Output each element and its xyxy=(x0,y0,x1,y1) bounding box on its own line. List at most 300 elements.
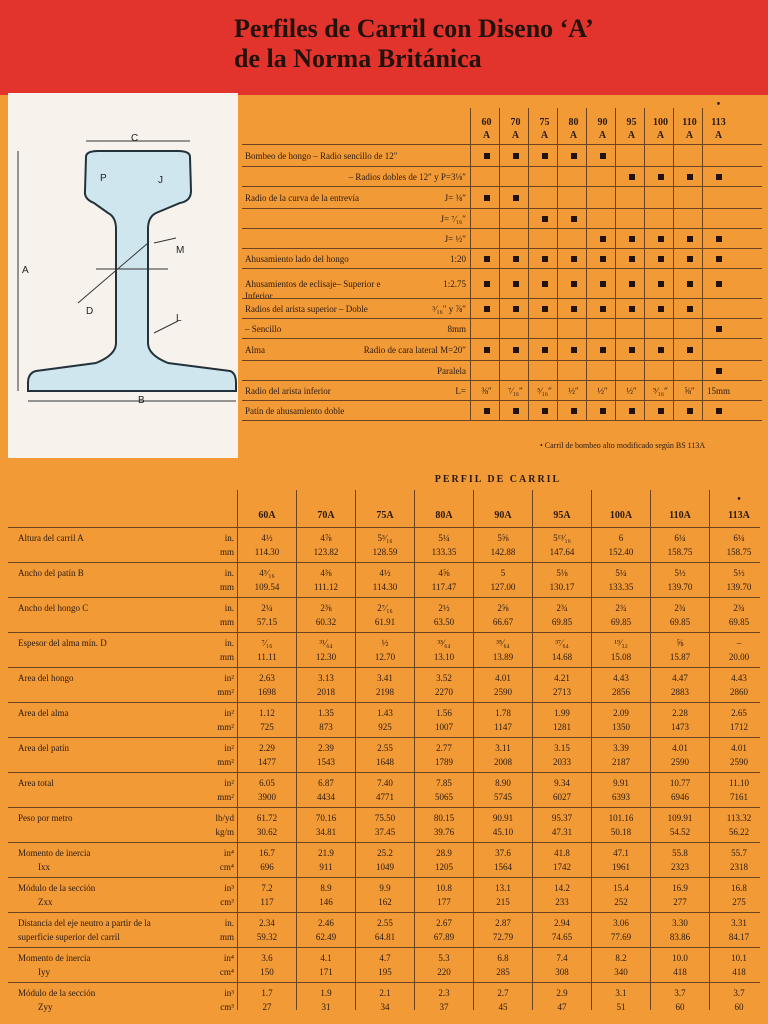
cell-value: 2.39 xyxy=(318,743,334,753)
feature-mark xyxy=(716,408,722,414)
cell-value: 4½ xyxy=(379,568,391,578)
page-title xyxy=(234,14,594,74)
feature-spec: Radio de cara lateral M=20″ xyxy=(363,345,466,355)
cell-value: ⅝ xyxy=(676,638,684,648)
row-unit: in. xyxy=(224,533,234,543)
asterisk-113a: • xyxy=(716,99,721,110)
row-label: Area del patín xyxy=(18,743,69,753)
cell-value: ³⁷⁄₆₄ xyxy=(555,638,569,648)
cell-value: 4.01 xyxy=(672,743,688,753)
cell-value: 285 xyxy=(496,967,510,977)
feature-mark xyxy=(600,153,606,159)
cell-value: 16.9 xyxy=(672,883,688,893)
cell-value: 90.91 xyxy=(492,813,514,823)
cell-value: 233 xyxy=(555,897,569,907)
feature-mark xyxy=(658,347,664,353)
cell-value: 6¼ xyxy=(674,533,686,543)
row-unit: in³ xyxy=(224,883,234,893)
feature-value: ½″ xyxy=(568,386,579,396)
cell-value: 7.2 xyxy=(261,883,273,893)
cell-value: 162 xyxy=(378,897,392,907)
cell-value: 3.7 xyxy=(733,988,745,998)
col-header-80A xyxy=(559,116,588,142)
cell-value: 25.2 xyxy=(377,848,393,858)
feature-mark xyxy=(629,306,635,312)
cell-value: 5¹³⁄₁₆ xyxy=(553,533,571,543)
feature-mark xyxy=(600,236,606,242)
row-unit: mm² xyxy=(217,792,234,802)
title-line-1: Perfiles de Carril con Diseno ‘A’ xyxy=(234,14,594,43)
cell-value: 12.70 xyxy=(374,652,396,662)
cell-value: 6 xyxy=(618,533,624,543)
col-header-num: 75 xyxy=(539,117,550,128)
feature-spec: 8mm xyxy=(447,324,466,334)
cell-value: 158.75 xyxy=(667,547,693,557)
row-label: Peso por metro xyxy=(18,813,73,823)
cell-value: 2.29 xyxy=(259,743,275,753)
cell-value: 77.69 xyxy=(610,932,632,942)
feature-spec: J= ½″ xyxy=(444,234,466,244)
rail-cross-section-drawing xyxy=(8,93,238,458)
cell-value: 83.86 xyxy=(669,932,691,942)
cell-value: 50.18 xyxy=(610,827,632,837)
cell-value: 2⁷⁄₁₆ xyxy=(377,603,393,613)
feature-mark xyxy=(687,408,693,414)
row-unit: mm² xyxy=(217,687,234,697)
cell-value: ³³⁄₆₄ xyxy=(437,638,451,648)
row-unit: cm³ xyxy=(220,1002,234,1012)
cell-value: 114.30 xyxy=(372,582,398,592)
feature-spec: J= ⁷⁄₁₆″ xyxy=(440,214,466,224)
cell-value: 1.7 xyxy=(261,988,273,998)
cell-value: 925 xyxy=(378,722,392,732)
row-unit: in. xyxy=(224,568,234,578)
row-label: Area del hongo xyxy=(18,673,74,683)
feature-mark xyxy=(542,216,548,222)
cell-value: ⁷⁄₁₆ xyxy=(261,638,273,648)
feature-value: 15mm xyxy=(706,386,730,396)
cell-value: ¹⁹⁄₃₂ xyxy=(614,638,628,648)
data-row xyxy=(8,562,760,598)
cell-value: 34.81 xyxy=(315,827,337,837)
feature-row xyxy=(242,380,762,401)
data-row xyxy=(8,877,760,913)
row-label: Espesor del alma mín. D xyxy=(18,638,107,648)
col-header-num: 60 xyxy=(481,117,492,128)
cell-value: 171 xyxy=(319,967,333,977)
cell-value: 47 xyxy=(557,1002,567,1012)
col-header-95A xyxy=(617,116,646,142)
cell-value: 2¾ xyxy=(615,603,627,613)
cell-value: 60 xyxy=(734,1002,744,1012)
col-header-110A: 110A xyxy=(669,510,691,521)
cell-value: 61.91 xyxy=(374,617,396,627)
cell-value: 2033 xyxy=(553,757,571,767)
row-unit: mm xyxy=(219,547,234,557)
row-unit: in² xyxy=(224,778,234,788)
label-j: J xyxy=(158,175,163,186)
cell-value: 2713 xyxy=(553,687,571,697)
cell-value: 54.52 xyxy=(669,827,691,837)
row-unit: cm⁴ xyxy=(219,967,234,977)
cell-value: 3.41 xyxy=(377,673,393,683)
cell-value: 30.62 xyxy=(256,827,278,837)
col-header-80A: 80A xyxy=(435,510,453,521)
cell-value: 16.8 xyxy=(731,883,747,893)
cell-value: 4⅞ xyxy=(320,533,332,543)
data-row xyxy=(8,772,760,808)
cell-value: 5745 xyxy=(494,792,512,802)
data-row xyxy=(8,527,760,563)
row-label: Módulo de la sección xyxy=(18,883,96,893)
col-header-60A: 60A xyxy=(258,510,276,521)
cell-value: 418 xyxy=(732,967,746,977)
feature-mark xyxy=(716,174,722,180)
cell-value: 9.34 xyxy=(554,778,570,788)
feature-value: ½″ xyxy=(597,386,608,396)
feature-row xyxy=(242,338,762,361)
feature-spec: J= ⅜″ xyxy=(444,193,466,203)
cell-value: 152.40 xyxy=(608,547,634,557)
cell-value: 1473 xyxy=(671,722,689,732)
data-row xyxy=(8,947,760,983)
feature-label: Radio del arista inferior xyxy=(245,386,331,396)
cell-value: 20.00 xyxy=(728,652,750,662)
cell-value: 725 xyxy=(260,722,274,732)
data-row xyxy=(8,982,760,1018)
feature-mark xyxy=(687,174,693,180)
cell-value: 5⅛ xyxy=(556,568,568,578)
col-header-num: 70 xyxy=(510,117,521,128)
cell-value: 47.1 xyxy=(613,848,629,858)
data-row xyxy=(8,667,760,703)
feature-spec: – Radios dobles de 12″ y P=3⅛″ xyxy=(348,172,466,182)
cell-value: 4⅝ xyxy=(438,568,450,578)
cell-value: 2¾ xyxy=(556,603,568,613)
feature-label: – Sencillo xyxy=(245,324,282,334)
col-header-75A xyxy=(530,116,559,142)
rail-profile-diagram xyxy=(8,93,238,458)
cell-value: 142.88 xyxy=(490,547,516,557)
feature-label: Alma xyxy=(245,345,265,355)
col-header-letter: A xyxy=(685,130,694,141)
row-label: Momento de inercia xyxy=(18,848,91,858)
label-a: A xyxy=(22,265,29,276)
cell-value: 7.4 xyxy=(556,953,568,963)
col-header-letter: A xyxy=(540,130,549,141)
feature-label: Radio de la curva de la entrevía xyxy=(245,193,359,203)
feature-mark xyxy=(629,236,635,242)
cell-value: 5¼ xyxy=(438,533,450,543)
cell-value: 3.30 xyxy=(672,918,688,928)
feature-mark xyxy=(571,408,577,414)
row-unit: mm xyxy=(219,582,234,592)
cell-value: 6393 xyxy=(612,792,630,802)
feature-row xyxy=(242,144,762,167)
feature-mark xyxy=(716,236,722,242)
feature-mark xyxy=(687,306,693,312)
feature-label: Patín de ahusamiento doble xyxy=(245,406,345,416)
cell-value: 1281 xyxy=(553,722,571,732)
cell-value: 60.32 xyxy=(315,617,337,627)
col-header-70A xyxy=(501,116,530,142)
col-header-letter: A xyxy=(627,130,636,141)
title-line-2: de la Norma Británica xyxy=(234,44,482,73)
cell-value: 1350 xyxy=(612,722,630,732)
cell-value: 15.87 xyxy=(669,652,691,662)
cell-value: 2590 xyxy=(494,687,512,697)
cell-value: 5½ xyxy=(733,568,745,578)
cell-value: 2.7 xyxy=(497,988,509,998)
label-c: C xyxy=(131,133,139,144)
cell-value: 1543 xyxy=(317,757,335,767)
cell-value: 4.01 xyxy=(731,743,747,753)
feature-mark xyxy=(716,256,722,262)
cell-value: 2.77 xyxy=(436,743,452,753)
feature-mark xyxy=(658,256,664,262)
cell-value: 6.05 xyxy=(259,778,275,788)
cell-value: 2.63 xyxy=(259,673,275,683)
col-header-75A: 75A xyxy=(376,510,394,521)
cell-value: 28.9 xyxy=(436,848,452,858)
cell-value: 3.6 xyxy=(261,953,273,963)
cell-value: 11.10 xyxy=(729,778,749,788)
feature-spec: 1:2.75 xyxy=(443,279,466,289)
cell-value: 1.78 xyxy=(495,708,511,718)
cell-value: 252 xyxy=(614,897,628,907)
col-header-letter: A xyxy=(511,130,520,141)
cell-value: 127.00 xyxy=(490,582,516,592)
cell-value: 1961 xyxy=(612,862,630,872)
cell-value: 1564 xyxy=(494,862,512,872)
data-row xyxy=(8,912,760,948)
cell-value: 66.67 xyxy=(492,617,514,627)
feature-mark xyxy=(571,306,577,312)
cell-value: 2.09 xyxy=(613,708,629,718)
feature-value: ⅝″ xyxy=(684,386,695,396)
row-unit: in. xyxy=(224,918,234,928)
feature-row xyxy=(242,268,762,299)
row-unit: in² xyxy=(224,708,234,718)
data-row xyxy=(8,632,760,668)
feature-row xyxy=(242,400,762,421)
cell-value: 21.9 xyxy=(318,848,334,858)
cell-value: 41.8 xyxy=(554,848,570,858)
cell-value: 4.43 xyxy=(731,673,747,683)
label-p: P xyxy=(100,173,107,184)
cell-value: 2.1 xyxy=(379,988,391,998)
cell-value: 10.8 xyxy=(436,883,452,893)
cell-value: 51 xyxy=(616,1002,626,1012)
row-unit: in² xyxy=(224,743,234,753)
cell-value: 39.76 xyxy=(433,827,455,837)
cell-value: 2198 xyxy=(376,687,394,697)
col-header-letter: A xyxy=(482,130,491,141)
cell-value: 1477 xyxy=(258,757,276,767)
row-label: Area total xyxy=(18,778,54,788)
cell-value: 31 xyxy=(321,1002,331,1012)
feature-mark xyxy=(484,347,490,353)
feature-mark xyxy=(513,281,519,287)
cell-value: 2½ xyxy=(438,603,450,613)
feature-mark xyxy=(658,408,664,414)
cell-value: 101.16 xyxy=(608,813,634,823)
feature-mark xyxy=(571,216,577,222)
cell-value: 34 xyxy=(380,1002,390,1012)
cell-value: 10.77 xyxy=(669,778,691,788)
cell-value: 80.15 xyxy=(433,813,455,823)
table-bottom-border xyxy=(242,420,762,421)
col-header-letter: A xyxy=(598,130,607,141)
cell-value: 418 xyxy=(673,967,687,977)
feature-mark xyxy=(571,256,577,262)
cell-value: 1.12 xyxy=(259,708,275,718)
feature-mark xyxy=(687,256,693,262)
cell-value: 130.17 xyxy=(549,582,575,592)
cell-value: 27 xyxy=(262,1002,272,1012)
feature-mark xyxy=(600,256,606,262)
row-unit: mm² xyxy=(217,757,234,767)
cell-value: 4⁵⁄₁₆ xyxy=(259,568,275,578)
row-unit: in. xyxy=(224,603,234,613)
cell-value: 1049 xyxy=(376,862,394,872)
cell-value: 215 xyxy=(496,897,510,907)
cell-value: 2.55 xyxy=(377,918,393,928)
cell-value: 6027 xyxy=(553,792,571,802)
feature-mark xyxy=(687,281,693,287)
row-unit: in² xyxy=(224,673,234,683)
feature-row xyxy=(242,360,762,381)
cell-value: 15.4 xyxy=(613,883,629,893)
cell-value: 2⅝ xyxy=(497,603,509,613)
feature-row xyxy=(242,298,762,319)
feature-mark xyxy=(571,281,577,287)
cell-value: 275 xyxy=(732,897,746,907)
cell-value: 139.70 xyxy=(726,582,752,592)
cell-value: 63.50 xyxy=(433,617,455,627)
cell-value: 4.47 xyxy=(672,673,688,683)
cell-value: 2.55 xyxy=(377,743,393,753)
feature-mark xyxy=(542,281,548,287)
col-header-90A: 90A xyxy=(494,510,512,521)
feature-mark xyxy=(542,256,548,262)
cell-value: 2.46 xyxy=(318,918,334,928)
row-label-sub: Ixx xyxy=(38,862,50,872)
feature-mark xyxy=(513,306,519,312)
cell-value: 113.32 xyxy=(726,813,752,823)
cell-value: 1698 xyxy=(258,687,276,697)
feature-mark xyxy=(571,347,577,353)
cell-value: 9.9 xyxy=(379,883,391,893)
feature-mark xyxy=(484,408,490,414)
row-label: Altura del carril A xyxy=(18,533,84,543)
cell-value: 2.28 xyxy=(672,708,688,718)
feature-value: ⁷⁄₁₆″ xyxy=(508,386,523,396)
row-unit: mm² xyxy=(217,722,234,732)
cell-value: 308 xyxy=(555,967,569,977)
cell-value: 1742 xyxy=(553,862,571,872)
feature-row xyxy=(242,186,762,209)
cell-value: 2590 xyxy=(671,757,689,767)
feature-mark xyxy=(484,153,490,159)
cell-value: 2.67 xyxy=(436,918,452,928)
feature-value: ⅜″ xyxy=(481,386,492,396)
cell-value: 37.45 xyxy=(374,827,396,837)
cell-value: ½ xyxy=(381,638,389,648)
cell-value: 139.70 xyxy=(667,582,693,592)
feature-mark xyxy=(658,306,664,312)
feature-mark xyxy=(484,306,490,312)
col-header-90A xyxy=(588,116,617,142)
cell-value: 1.99 xyxy=(554,708,570,718)
feature-mark xyxy=(542,408,548,414)
row-unit: in³ xyxy=(224,988,234,998)
col-header-num: 100 xyxy=(653,117,668,128)
feature-mark xyxy=(600,347,606,353)
cell-value: 133.35 xyxy=(608,582,634,592)
label-b: B xyxy=(138,395,145,406)
row-label: Módulo de la sección xyxy=(18,988,96,998)
cell-value: 8.90 xyxy=(495,778,511,788)
feature-mark xyxy=(600,306,606,312)
col-header-113A: 113A xyxy=(728,510,750,521)
row-label: Ancho del hongo C xyxy=(18,603,89,613)
cell-value: 64.81 xyxy=(374,932,396,942)
cell-value: 2270 xyxy=(435,687,453,697)
col-header-num: 90 xyxy=(597,117,608,128)
cell-value: 70.16 xyxy=(315,813,337,823)
cell-value: 2318 xyxy=(730,862,748,872)
cell-value: 11.11 xyxy=(257,652,277,662)
cell-value: 3.13 xyxy=(318,673,334,683)
cell-value: 1648 xyxy=(376,757,394,767)
cell-value: 69.85 xyxy=(669,617,691,627)
col-header-num: 80 xyxy=(568,117,579,128)
cell-value: 10.0 xyxy=(672,953,688,963)
feature-mark xyxy=(716,326,722,332)
cell-value: 1147 xyxy=(494,722,512,732)
cell-value: 14.2 xyxy=(554,883,570,893)
cell-value: 12.30 xyxy=(315,652,337,662)
cell-value: 69.85 xyxy=(610,617,632,627)
row-unit: cm³ xyxy=(220,897,234,907)
row-unit: kg/m xyxy=(215,827,234,837)
cell-value: 873 xyxy=(319,722,333,732)
feature-mark xyxy=(484,195,490,201)
cell-value: 4½ xyxy=(261,533,273,543)
cell-value: 128.59 xyxy=(372,547,398,557)
cell-value: 1712 xyxy=(730,722,748,732)
feature-label: Ahusamientos de eclisaje– Superior e Inferior xyxy=(245,279,381,301)
cell-value: 4.43 xyxy=(613,673,629,683)
table-heading: PERFIL DE CARRIL xyxy=(434,474,562,485)
cell-value: 2883 xyxy=(671,687,689,697)
cell-value: 117.47 xyxy=(431,582,457,592)
cell-value: 2.9 xyxy=(556,988,568,998)
feature-mark xyxy=(658,236,664,242)
data-row xyxy=(8,842,760,878)
cell-value: 74.65 xyxy=(551,932,573,942)
col-header-60A xyxy=(472,116,501,142)
cell-value: 5¼ xyxy=(615,568,627,578)
cell-value: 5½ xyxy=(674,568,686,578)
row-label-sub: Zyy xyxy=(38,1002,53,1012)
cell-value: 2856 xyxy=(612,687,630,697)
cell-value: 5.3 xyxy=(438,953,450,963)
cell-value: 7161 xyxy=(730,792,748,802)
cell-value: 7.85 xyxy=(436,778,452,788)
cell-value: 146 xyxy=(319,897,333,907)
